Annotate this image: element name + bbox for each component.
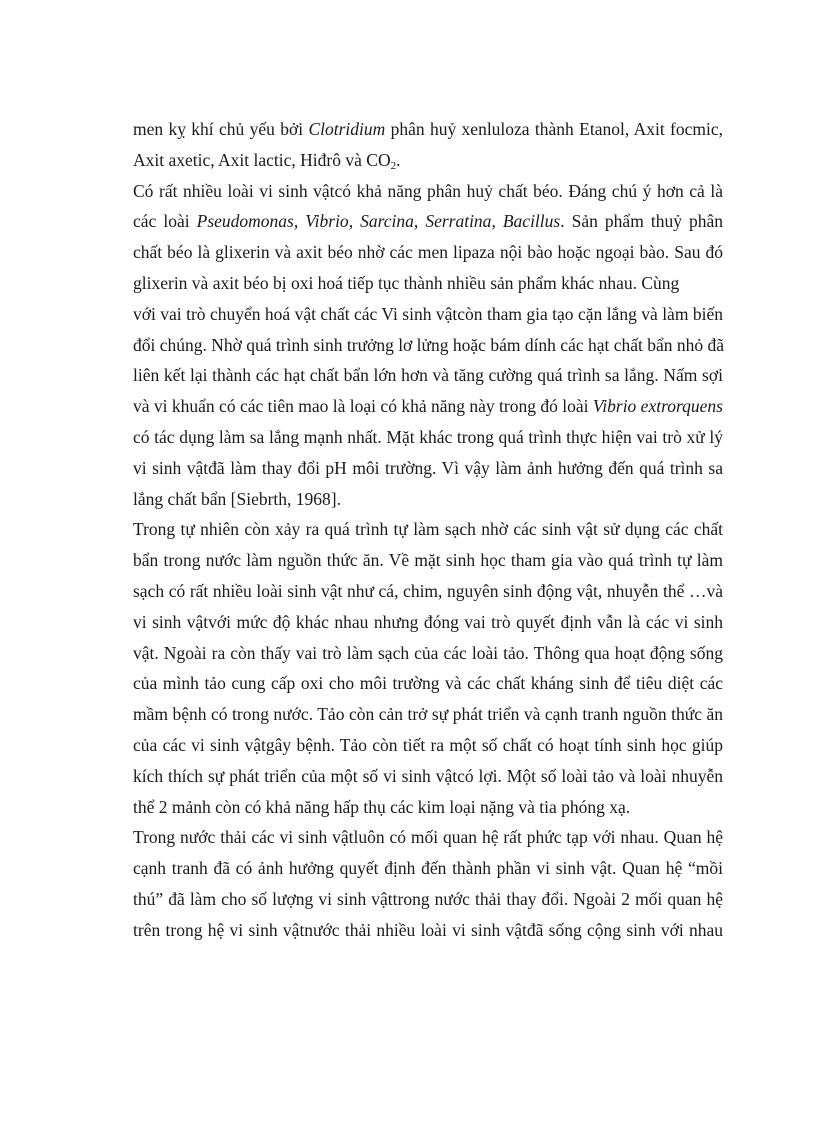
text-line bbox=[133, 545, 723, 576]
text-line bbox=[133, 453, 723, 484]
italic-species-name: Clotridium bbox=[308, 119, 386, 139]
text-run: men kỵ khí chủ yếu bởi bbox=[133, 119, 309, 139]
text-line bbox=[133, 299, 723, 330]
text-line bbox=[133, 484, 723, 515]
text-run: của các vi sinh vậtgây bệnh. Tảo còn tiết ra một số chất có hoạt tính sinh học giúp bbox=[133, 734, 723, 755]
text-run: , bbox=[491, 211, 503, 232]
text-line bbox=[133, 145, 723, 176]
text-line bbox=[133, 576, 723, 607]
text-line bbox=[133, 360, 723, 391]
text-line bbox=[133, 237, 723, 268]
text-line bbox=[133, 638, 723, 669]
text-run: . Sản phẩm thuỷ phân bbox=[560, 211, 724, 232]
text-run: vi sinh vậtđã làm thay đổi pH môi trường. Vì vậy làm ảnh hưởng đến quá trình sa bbox=[133, 457, 723, 478]
italic-species-name: Vibrio extrorquens bbox=[592, 396, 723, 417]
text-run: Axit axetic, Axit lactic, Hiđrô và CO bbox=[133, 149, 391, 170]
text-line bbox=[133, 514, 723, 545]
text-line bbox=[133, 206, 723, 237]
text-run: các loài bbox=[133, 211, 197, 232]
text-line bbox=[133, 792, 723, 823]
text-line bbox=[133, 884, 723, 915]
text-line bbox=[133, 422, 723, 453]
text-run: vật. Ngoài ra còn thấy vai trò làm sạch của các loài tảo. Thông qua hoạt động sống bbox=[133, 642, 723, 663]
text-line bbox=[133, 330, 723, 361]
text-run: glixerin và axit béo bị oxi hoá tiếp tục thành nhiều sản phẩm khác nhau. Cùng bbox=[133, 272, 680, 293]
italic-species-name: Sarcina, Serratina bbox=[360, 211, 492, 232]
text-line bbox=[133, 114, 723, 145]
text-line bbox=[133, 699, 723, 730]
text-run: liên kết lại thành các hạt chất bẩn lớn hơn và tăng cường quá trình sa lắng. Nấm sợi bbox=[133, 365, 723, 386]
text-run: và vi khuẩn có các tiên mao là loại có khả năng này trong đó loài bbox=[133, 396, 593, 417]
italic-species-name: Bacillus bbox=[502, 211, 561, 232]
text-run: vi sinh vậtvới mức độ khác nhau nhưng đóng vai trò quyết định vẫn là các vi sinh bbox=[133, 611, 723, 632]
text-line bbox=[133, 853, 723, 884]
text-run: thể 2 mảnh còn có khả năng hấp thụ các kim loại nặng và tia phóng xạ. bbox=[133, 796, 631, 817]
text-run: đổi chúng. Nhờ quá trình sinh trưởng lơ lửng hoặc bám dính các hạt chất bẩn nhỏ đã bbox=[133, 334, 725, 355]
text-line bbox=[133, 607, 723, 638]
text-run: Trong tự nhiên còn xảy ra quá trình tự làm sạch nhờ các sinh vật sử dụng các chất bbox=[133, 519, 723, 540]
text-line bbox=[133, 176, 723, 207]
text-run: lắng chất bẩn [Siebrth, 1968]. bbox=[133, 488, 342, 509]
text-run: có tác dụng làm sa lắng mạnh nhất. Mặt khác trong quá trình thực hiện vai trò xử lý bbox=[133, 426, 723, 447]
text-line bbox=[133, 268, 723, 299]
text-run: mầm bệnh có trong nước. Tảo còn cản trở sự phát triển và cạnh tranh nguồn thức ăn bbox=[133, 704, 723, 725]
text-line bbox=[133, 730, 723, 761]
text-run: cạnh tranh đã có ảnh hưởng quyết định đến thành phần vi sinh vật. Quan hệ “mồi bbox=[133, 858, 723, 879]
text-line bbox=[133, 822, 723, 853]
subscript-text: 2 bbox=[390, 159, 397, 172]
text-run: , bbox=[348, 211, 361, 232]
text-run: . bbox=[396, 149, 401, 170]
text-run: chất béo là glixerin và axit béo nhờ các men lipaza nội bào hoặc ngoại bào. Sau đó bbox=[133, 242, 723, 263]
text-line bbox=[133, 915, 723, 946]
text-run: sạch có rất nhiều loài sinh vật như cá, chim, nguyên sinh động vật, nhuyễn thể …và bbox=[133, 580, 723, 601]
text-line bbox=[133, 391, 723, 422]
body-text bbox=[133, 114, 723, 946]
text-run: bẩn trong nước làm nguồn thức ăn. Về mặt sinh học tham gia vào quá trình tự làm bbox=[133, 550, 723, 571]
text-run: Trong nước thải các vi sinh vậtluôn có mối quan hệ rất phức tạp với nhau. Quan hệ bbox=[133, 827, 723, 848]
text-run: của mình tảo cung cấp oxi cho môi trường và các chất kháng sinh để tiêu diệt các bbox=[133, 673, 723, 694]
text-run: phân huỷ xenluloza thành Etanol, Axit focmic, bbox=[385, 119, 723, 139]
text-run: trên trong hệ vi sinh vậtnước thải nhiều loài vi sinh vậtđã sống cộng sinh với nhau bbox=[133, 919, 723, 940]
text-run: kích thích sự phát triển của một số vi sinh vậtcó lợi. Một số loài tảo và loài nhuyễn bbox=[133, 765, 723, 786]
text-run: thú” đã làm cho số lượng vi sinh vậttrong nước thải thay đổi. Ngoài 2 mối quan hệ bbox=[133, 888, 723, 909]
text-run: với vai trò chuyển hoá vật chất các Vi sinh vậtcòn tham gia tạo cặn lắng và làm biến bbox=[133, 303, 723, 324]
text-run: Có rất nhiều loài vi sinh vậtcó khả năng phân huỷ chất béo. Đáng chú ý hơn cả là bbox=[133, 180, 723, 201]
text-line bbox=[133, 668, 723, 699]
italic-species-name: Pseudomonas, Vibrio bbox=[196, 211, 349, 232]
text-line bbox=[133, 761, 723, 792]
